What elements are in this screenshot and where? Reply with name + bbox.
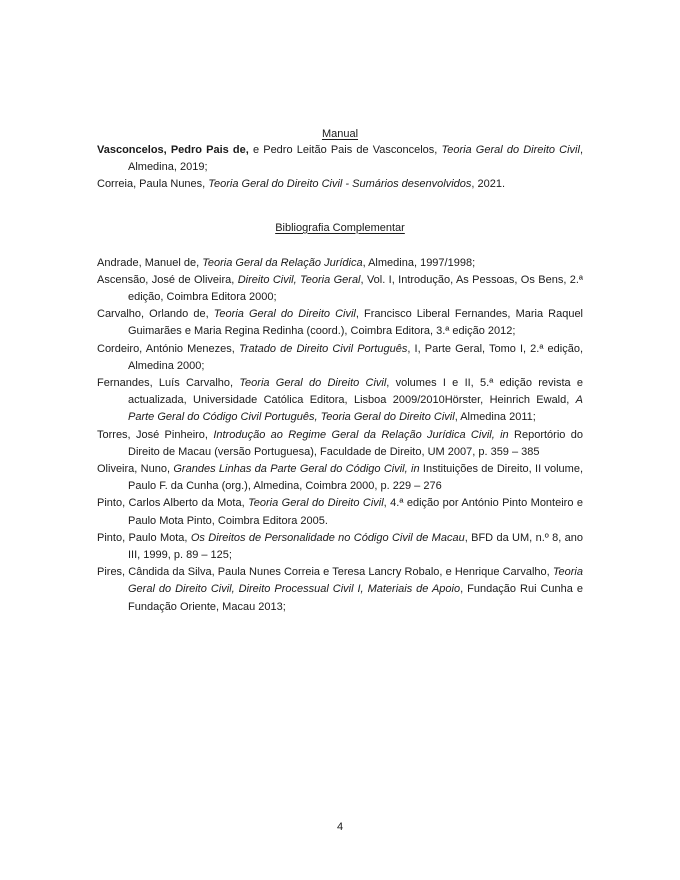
bibliography-entry [97,272,583,306]
text-run-normal: e Pedro Leitão Pais de Vasconcelos, [248,144,442,156]
text-run-normal: Andrade, Manuel de, [97,256,203,269]
page-number [0,820,680,834]
text-run-normal: Fernandes, Luís Carvalho, [97,377,240,390]
text-run-italic: Teoria Geral do Direito Civil [441,144,580,156]
text-run-normal: Oliveira, Nuno, [97,463,174,476]
text-run-normal: , Vol. I, Introdução, As Pessoas, Os Bens, 2.ª edição, Coimbra Editora 2000; [128,273,583,304]
text-run-bold: Vasconcelos, Pedro Pais de, [97,144,249,156]
bibliography-entry [97,176,583,193]
text-run-italic: Tratado de Direito Civil Português [238,342,408,355]
text-run-normal: , Almedina 2011; [454,411,536,424]
text-run-normal: , I, Parte Geral, Tomo I, 2.ª edição, Almedina 2000; [128,342,583,372]
text-run-italic: A Parte Geral do Código Civil Português, Teoria Geral do Direito Civil [128,394,583,424]
section-spacer [97,236,583,255]
bibliography-list-complementar [97,255,583,616]
text-run-italic: Teoria Geral do Direito Civil [239,377,387,390]
bibliography-entry [97,427,583,461]
text-run-italic: Os Direitos de Personalidade no Código Civil de Macau [190,531,465,544]
section-heading-bibliografia-complementar-label: Bibliografia Complementar [275,221,405,234]
text-run-normal: , volumes I e II, 5.ª edição revista e actualizada, Universidade Católica Editora, Lisboa 2009/2010Hörster, Heinrich Ewald, [128,377,584,407]
bibliography-entry [97,461,583,495]
bibliography-list-manual [97,142,583,194]
bibliography-entry [97,495,583,529]
text-run-normal: , Fundação Rui Cunha e Fundação Oriente, Macau 2013; [128,583,583,613]
bibliography-entry [97,306,583,340]
text-run-normal: Instituições de Direito, II volume, Paulo F. da Cunha (org.), Almedina, Coimbra 2000, p. 229 – 276 [128,463,584,493]
text-run-normal: Cordeiro, António Menezes, [97,342,239,355]
section-spacer [97,194,583,220]
text-run-italic: Teoria Geral do Direito Civil, Direito Processual Civil I, Materiais de Apoio [128,566,583,596]
section-heading-manual-label: Manual [321,128,359,140]
text-run-normal: Ascensão, José de Oliveira, [97,273,238,286]
text-run-italic: Teoria Geral da Relação Jurídica [202,256,363,269]
text-run-normal: Pires, Cândida da Silva, Paula Nunes Correia e Teresa Lancry Robalo, e Henrique Carvalho, [97,566,553,579]
text-run-normal: , Almedina, 1997/1998; [362,256,476,269]
text-run-italic: Teoria Geral do Direito Civil - Sumários desenvolvidos [208,178,472,191]
page-number-value: 4 [336,821,344,833]
text-run-normal: Pinto, Carlos Alberto da Mota, [97,497,249,510]
bibliography-entry [97,142,583,176]
text-run-italic: Teoria Geral do Direito Civil [213,308,356,321]
text-run-normal: , Almedina, 2019; [128,144,583,174]
text-run-italic: Direito Civil, Teoria Geral [237,273,361,286]
text-run-normal: , 2021. [471,178,506,191]
section-heading-bibliografia-complementar [97,220,583,236]
text-run-normal: Carvalho, Orlando de, [97,308,214,321]
text-run-normal: , BFD da UM, n.º 8, ano III, 1999, p. 89 – 125; [128,531,583,562]
section-heading-manual [97,126,583,142]
bibliography-entry [97,530,583,564]
text-run-normal: , Francisco Liberal Fernandes, Maria Raquel Guimarães e Maria Regina Redinha (coord.), Coimbra Editora, 3.ª edição 2012; [128,308,583,338]
text-run-italic: Grandes Linhas da Parte Geral do Código Civil, in [173,463,420,476]
text-run-italic: Teoria Geral do Direito Civil [248,497,384,510]
bibliography-entry [97,375,583,427]
text-run-normal: Correia, Paula Nunes, [97,178,209,191]
text-run-italic: Introdução ao Regime Geral da Relação Jurídica Civil, in [213,428,509,441]
bibliography-entry [97,255,583,272]
document-body [97,126,583,616]
bibliography-entry [97,341,583,375]
text-run-normal: Torres, José Pinheiro, [97,428,214,441]
bibliography-entry [97,564,583,616]
text-run-normal: Reportório do Direito de Macau (versão Portuguesa), Faculdade de Direito, UM 2007, p. 359 – 385 [128,428,583,458]
text-run-normal: Pinto, Paulo Mota, [97,531,191,544]
text-run-normal: , 4.ª edição por António Pinto Monteiro e Paulo Mota Pinto, Coimbra Editora 2005. [128,497,583,527]
